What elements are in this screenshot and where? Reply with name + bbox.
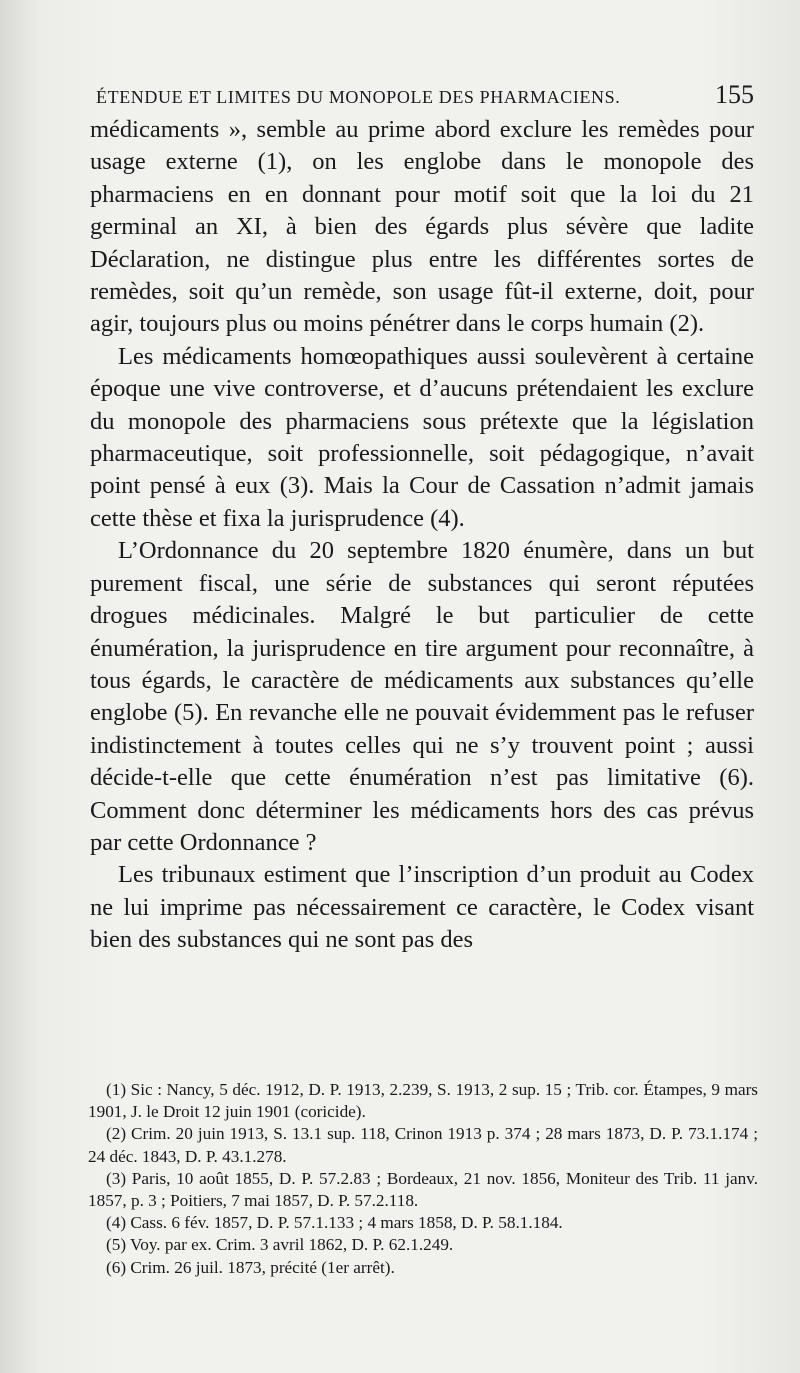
paragraph-homeopathy: Les médicaments homœopathiques aussi soulevèrent à certaine époque une vive controverse, et d’aucuns prétendaient les exclure du monopole des pharmaciens sous prétexte que la législation pharmaceutique, soit professionnelle, soit pédagogique, n’avait point pensé à eux (3). Mais la Cour de Cassation n’admit jamais cette thèse et fixa la jurisprudence (4).: [90, 342, 754, 532]
footnote-5: (5) Voy. par ex. Crim. 3 avril 1862, D. P. 62.1.249.: [106, 1235, 454, 1255]
footnote-4: (4) Cass. 6 fév. 1857, D. P. 57.1.133 ; 4 mars 1858, D. P. 58.1.184.: [106, 1213, 563, 1233]
paragraph-continuation: médicaments », semble au prime abord exclure les remèdes pour usage externe (1), on les englobe dans le monopole des pharmaciens en en donnant pour motif soit que la loi du 21 germinal an XI, à bien des égards plus sévère que ladite Déclaration, ne distingue plus entre les différentes sortes de remèdes, soit qu’un remède, son usage fût-il externe, doit, pour agir, toujours plus ou moins pénétrer dans le corps humain (2).: [90, 116, 754, 338]
running-header: [96, 80, 754, 110]
paragraph-codex: Les tribunaux estiment que l’inscription d’un produit au Codex ne lui imprime pas nécessairement ce caractère, le Codex visant bien des substances qui ne sont pas des: [90, 861, 754, 954]
footnote-2: (2) Crim. 20 juin 1913, S. 13.1 sup. 118, Crinon 1913 p. 374 ; 28 mars 1873, D. P. 73.1.174 ; 24 déc. 1843, D. P. 43.1.278.: [88, 1124, 758, 1166]
footnote-1: (1) Sic : Nancy, 5 déc. 1912, D. P. 1913, 2.239, S. 1913, 2 sup. 15 ; Trib. cor. Étampes, 9 mars 1901, J. le Droit 12 juin 1901 (coricide).: [88, 1080, 758, 1122]
page-number: 155: [715, 80, 754, 109]
body-text: [90, 114, 754, 957]
running-title: ÉTENDUE ET LIMITES DU MONOPOLE DES PHARMACIENS.: [96, 87, 621, 107]
footnote-3: (3) Paris, 10 août 1855, D. P. 57.2.83 ; Bordeaux, 21 nov. 1856, Moniteur des Trib. 11 janv. 1857, p. 3 ; Poitiers, 7 mai 1857, D. P. 57.2.118.: [88, 1168, 758, 1211]
paragraph-ordonnance: L’Ordonnance du 20 septembre 1820 énumère, dans un but purement fiscal, une série de substances qui seront réputées drogues médicinales. Malgré le but particulier de cette énumération, la jurisprudence en tire argument pour reconnaître, à tous égards, le caractère de médicaments aux substances qu’elle englobe (5). En revanche elle ne pouvait évidemment pas le refuser indistinctement à toutes celles qui ne s’y trouvent point ; aussi décide-t-elle que cette énumération n’est pas limitative (6). Comment donc déterminer les médicaments hors des cas prévus par cette Ordonnance ?: [90, 537, 754, 856]
footnote-6: (6) Crim. 26 juil. 1873, précité (1er arrêt).: [106, 1257, 395, 1277]
footnotes: [88, 1079, 758, 1279]
